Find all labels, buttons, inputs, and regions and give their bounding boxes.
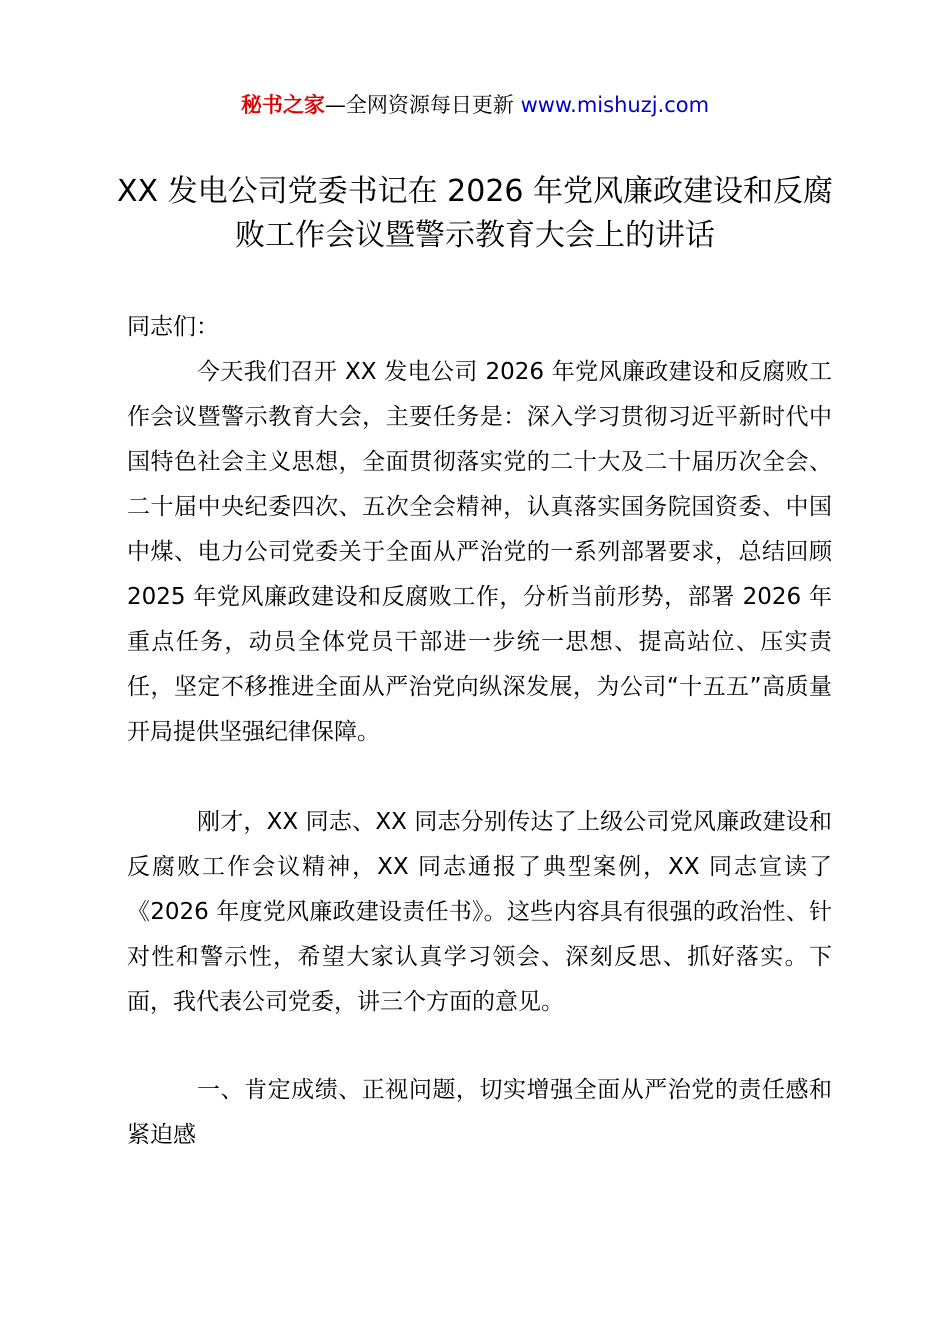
salutation: 同志们： [127,314,219,340]
section-heading-one: 一、肯定成绩、正视问题，切实增强全面从严治党的责任感和紧迫感 [127,1077,832,1148]
header-tagline: —全网资源每日更新 [324,93,514,117]
paragraph-intro: 今天我们召开 XX 发电公司 2026 年党风廉政建设和反腐败工作会议暨警示教育大会，主要任务是：深入学习贯彻习近平新时代中国特色社会主义思想，全面贯彻落实党的二十大及二十届历次全会、二十届中央纪委四次、五次全会精神，认真落实国务院国资委、中国中煤、电力公司党委关于全面从严治党的一系列部署要求，总结回顾 2025 年党风廉政建设和反腐败工作，分析当前形势，部署 2026 年重点任务，动员全体党员干部进一步统一思想、提高站位、压实责任，坚定不移推进全面从严治党向纵深发展，为公司“十五五”高质量开局提供坚强纪律保障。 [127,359,832,745]
brand-name: 秘书之家 [240,93,325,117]
site-url-link[interactable]: www.mishuzj.com [520,93,710,117]
paragraph-review: 刚才，XX 同志、XX 同志分别传达了上级公司党风廉政建设和反腐败工作会议精神，XX 同志通报了典型案例，XX 同志宣读了《2026 年度党风廉政建设责任书》。这些内容具有很强的政治性、针对性和警示性，希望大家认真学习领会、深刻反思、抓好落实。下面，我代表公司党委，讲三个方面的意见。 [127,809,832,1015]
site-header [0,88,950,122]
document-title: XX 发电公司党委书记在 2026 年党风廉政建设和反腐败工作会议暨警示教育大会上的讲话 [116,174,834,253]
